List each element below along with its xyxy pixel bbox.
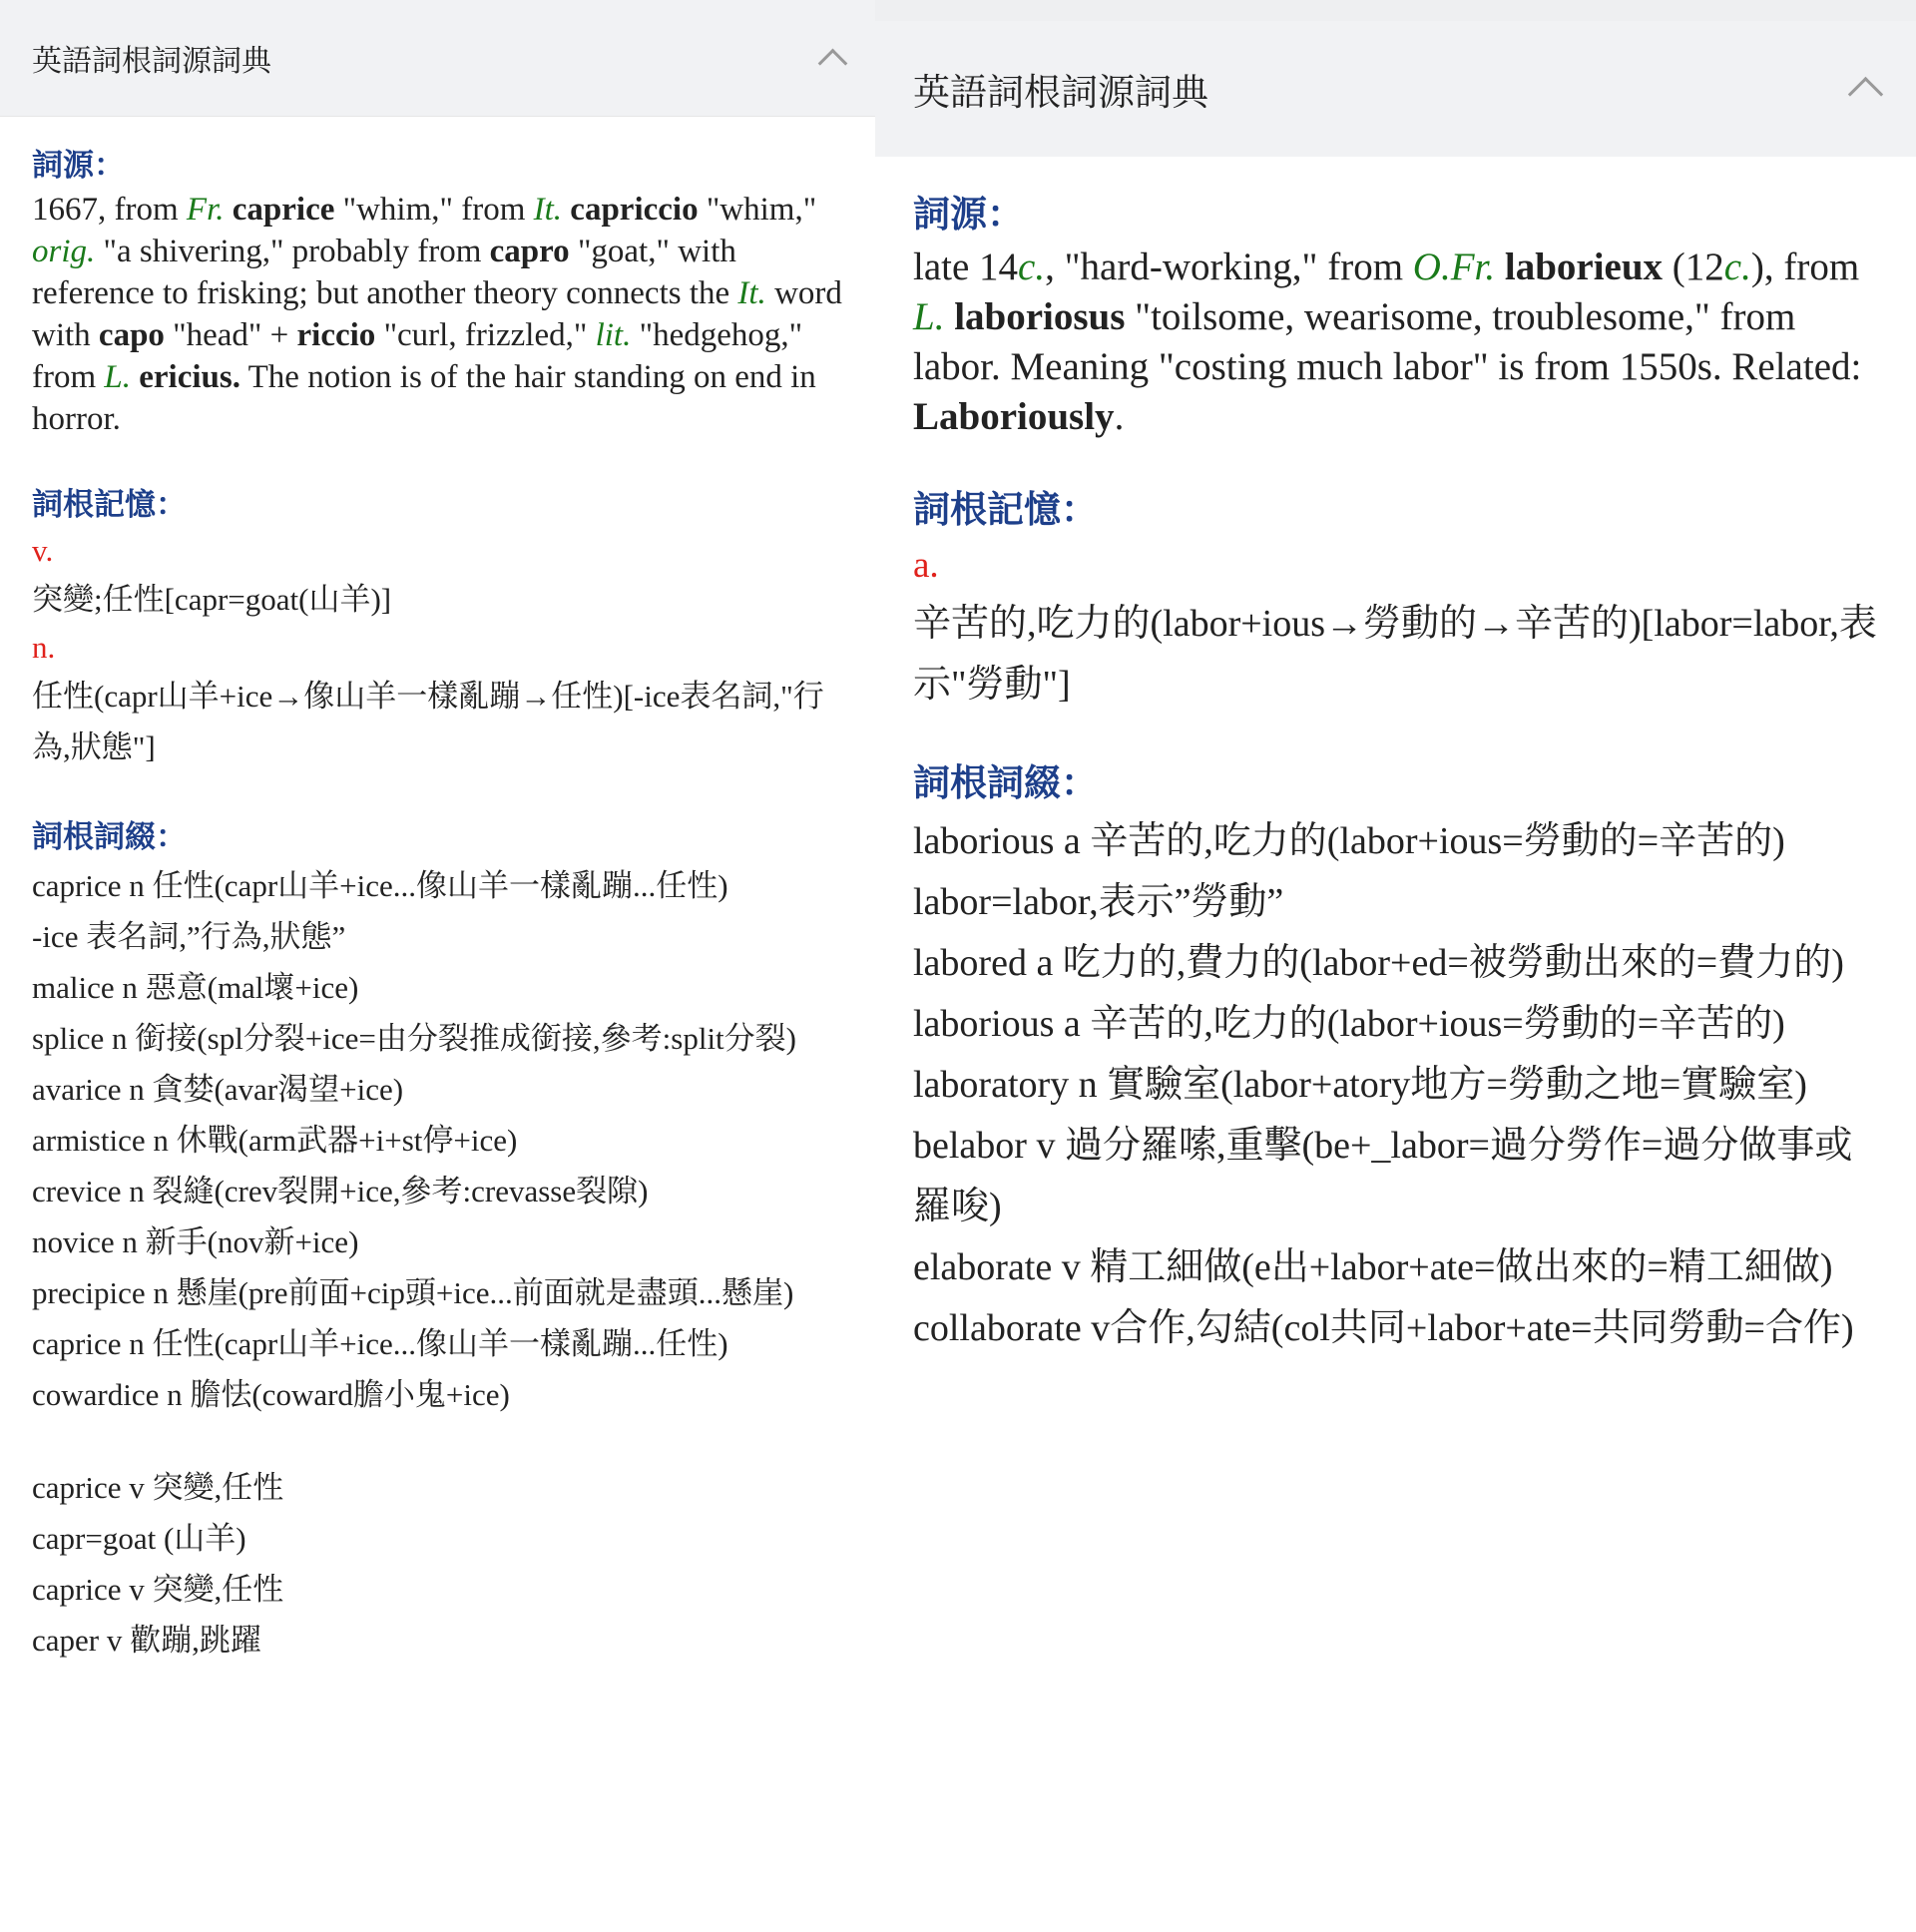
text-run: (12 bbox=[1663, 245, 1724, 288]
abbreviation: orig. bbox=[32, 234, 96, 269]
text-run: "a shivering," probably from bbox=[95, 234, 490, 269]
text-run bbox=[944, 295, 954, 338]
abbreviation: L. bbox=[913, 295, 945, 338]
list-item: labor=labor,表示”勞動” bbox=[913, 881, 1284, 923]
text-run bbox=[225, 192, 233, 228]
list-item: malice n 惡意(mal壞+ice) bbox=[32, 970, 359, 1005]
source-word: ericius. bbox=[139, 359, 240, 395]
text-run: "whim," from bbox=[334, 192, 534, 228]
part-of-speech: v. bbox=[32, 533, 54, 568]
text-run: late 14 bbox=[913, 245, 1019, 288]
left-dictionary-panel bbox=[0, 0, 875, 1932]
affix-title: 詞根詞綴： bbox=[913, 761, 1098, 804]
abbreviation: It. bbox=[533, 192, 563, 228]
header-title: 英語詞根詞源詞典 bbox=[32, 44, 271, 79]
dictionary-header[interactable] bbox=[875, 21, 1916, 157]
source-word: laborieux bbox=[1504, 245, 1664, 288]
list-item: belabor v 過分羅嗦,重擊(be+_labor=過分勞作=過分做事或羅唆) bbox=[913, 1125, 1853, 1227]
source-word: riccio bbox=[296, 317, 376, 353]
list-item: laborious a 辛苦的,吃力的(labor+ious=勞動的=辛苦的) bbox=[913, 820, 1785, 862]
part-of-speech: n. bbox=[32, 630, 56, 665]
memory-title: 詞根記憶： bbox=[913, 488, 1098, 531]
abbreviation: c. bbox=[1723, 245, 1751, 288]
memory-title: 詞根記憶： bbox=[32, 487, 187, 523]
list-item: caprice n 任性(capr山羊+ice...像山羊一樣亂蹦...任性) bbox=[32, 868, 728, 903]
list-item: precipice n 懸崖(pre前面+cip頭+ice...前面就是盡頭...懸崖) bbox=[32, 1275, 794, 1310]
memory-list bbox=[913, 538, 1878, 716]
affix-list bbox=[913, 811, 1878, 1359]
abbreviation: lit. bbox=[595, 317, 632, 353]
list-item: caper v 歡蹦,跳躍 bbox=[32, 1623, 261, 1658]
text-run: 1667, from bbox=[32, 192, 187, 228]
source-word: caprice bbox=[232, 192, 335, 228]
abbreviation: L. bbox=[104, 359, 132, 395]
header-title: 英語詞根詞源詞典 bbox=[913, 71, 1208, 114]
etymology-text bbox=[913, 242, 1878, 442]
dictionary-header[interactable] bbox=[0, 0, 875, 117]
text-run: ), from bbox=[1750, 245, 1860, 288]
text-run bbox=[1495, 245, 1505, 288]
list-item: crevice n 裂縫(crev裂開+ice,參考:crevasse裂隙) bbox=[32, 1174, 649, 1208]
memory-text: 任性(capr山羊+ice→像山羊一樣亂蹦→任性)[-ice表名詞,"行為,狀態"] bbox=[32, 679, 824, 764]
chevron-up-icon[interactable] bbox=[1848, 76, 1883, 111]
abbreviation: c. bbox=[1018, 245, 1046, 288]
list-item: cowardice n 膽怯(coward膽小鬼+ice) bbox=[32, 1377, 510, 1412]
list-item: laborious a 辛苦的,吃力的(labor+ious=勞動的=辛苦的) bbox=[913, 1003, 1785, 1045]
source-word: capriccio bbox=[570, 192, 699, 228]
text-run: "whim," bbox=[698, 192, 817, 228]
list-item: laboratory n 實驗室(labor+atory地方=勞動之地=實驗室) bbox=[913, 1064, 1807, 1106]
text-run: The notion is of the hair standing on end in horror. bbox=[32, 359, 816, 437]
abbreviation: Fr. bbox=[186, 192, 225, 228]
list-item: avarice n 貪婪(avar渴望+ice) bbox=[32, 1072, 404, 1107]
list-item: caprice n 任性(capr山羊+ice...像山羊一樣亂蹦...任性) bbox=[32, 1326, 728, 1361]
list-item: collaborate v合作,勾結(col共同+labor+ate=共同勞動=合作) bbox=[913, 1307, 1854, 1349]
source-word: capro bbox=[489, 234, 570, 269]
source-word: capo bbox=[98, 317, 165, 353]
list-item: caprice v 突變,任性 bbox=[32, 1470, 284, 1505]
source-word: Laboriously bbox=[913, 395, 1115, 438]
text-run: . bbox=[1114, 395, 1125, 438]
right-dictionary-panel bbox=[875, 0, 1916, 1932]
affix-title: 詞根詞綴： bbox=[32, 819, 187, 855]
abbreviation: It. bbox=[737, 275, 766, 311]
etymology-text bbox=[32, 189, 843, 440]
text-run: "head" + bbox=[164, 317, 297, 353]
text-run: word with bbox=[32, 275, 842, 353]
abbreviation: O.Fr. bbox=[1412, 245, 1496, 288]
text-run: , "hard-working," from bbox=[1045, 245, 1413, 288]
extra-list bbox=[32, 1462, 843, 1666]
list-item: novice n 新手(nov新+ice) bbox=[32, 1224, 359, 1259]
etymology-title: 詞源： bbox=[913, 193, 1024, 236]
chevron-up-icon[interactable] bbox=[818, 48, 848, 78]
memory-text: 辛苦的,吃力的(labor+ious→勞動的→辛苦的)[labor=labor,表示"勞動"] bbox=[913, 603, 1877, 706]
list-item: elaborate v 精工細做(e出+labor+ate=做出來的=精工細做) bbox=[913, 1246, 1833, 1288]
etymology-title: 詞源： bbox=[32, 148, 125, 184]
text-run: "hedgehog," from bbox=[32, 317, 803, 395]
list-item: caprice v 突變,任性 bbox=[32, 1572, 284, 1607]
source-word: laboriosus bbox=[954, 295, 1126, 338]
list-item: capr=goat (山羊) bbox=[32, 1521, 246, 1556]
memory-list bbox=[32, 528, 843, 772]
part-of-speech: a. bbox=[913, 545, 939, 586]
list-item: splice n 銜接(spl分裂+ice=由分裂推成銜接,參考:split分裂) bbox=[32, 1021, 796, 1056]
affix-list bbox=[32, 860, 843, 1420]
list-item: labored a 吃力的,費力的(labor+ed=被勞動出來的=費力的) bbox=[913, 942, 1844, 984]
text-run: "goat," with reference to frisking; but another theory connects the bbox=[32, 234, 738, 311]
text-run: "toilsome, wearisome, troublesome," from labor. Meaning "costing much labor" is from 1550s. Related: bbox=[913, 295, 1862, 388]
list-item: -ice 表名詞,”行為,狀態” bbox=[32, 919, 346, 954]
memory-text: 突變;任性[capr=goat(山羊)] bbox=[32, 582, 392, 617]
list-item: armistice n 休戰(arm武器+i+st停+ice) bbox=[32, 1123, 518, 1158]
text-run: "curl, frizzled," bbox=[375, 317, 596, 353]
